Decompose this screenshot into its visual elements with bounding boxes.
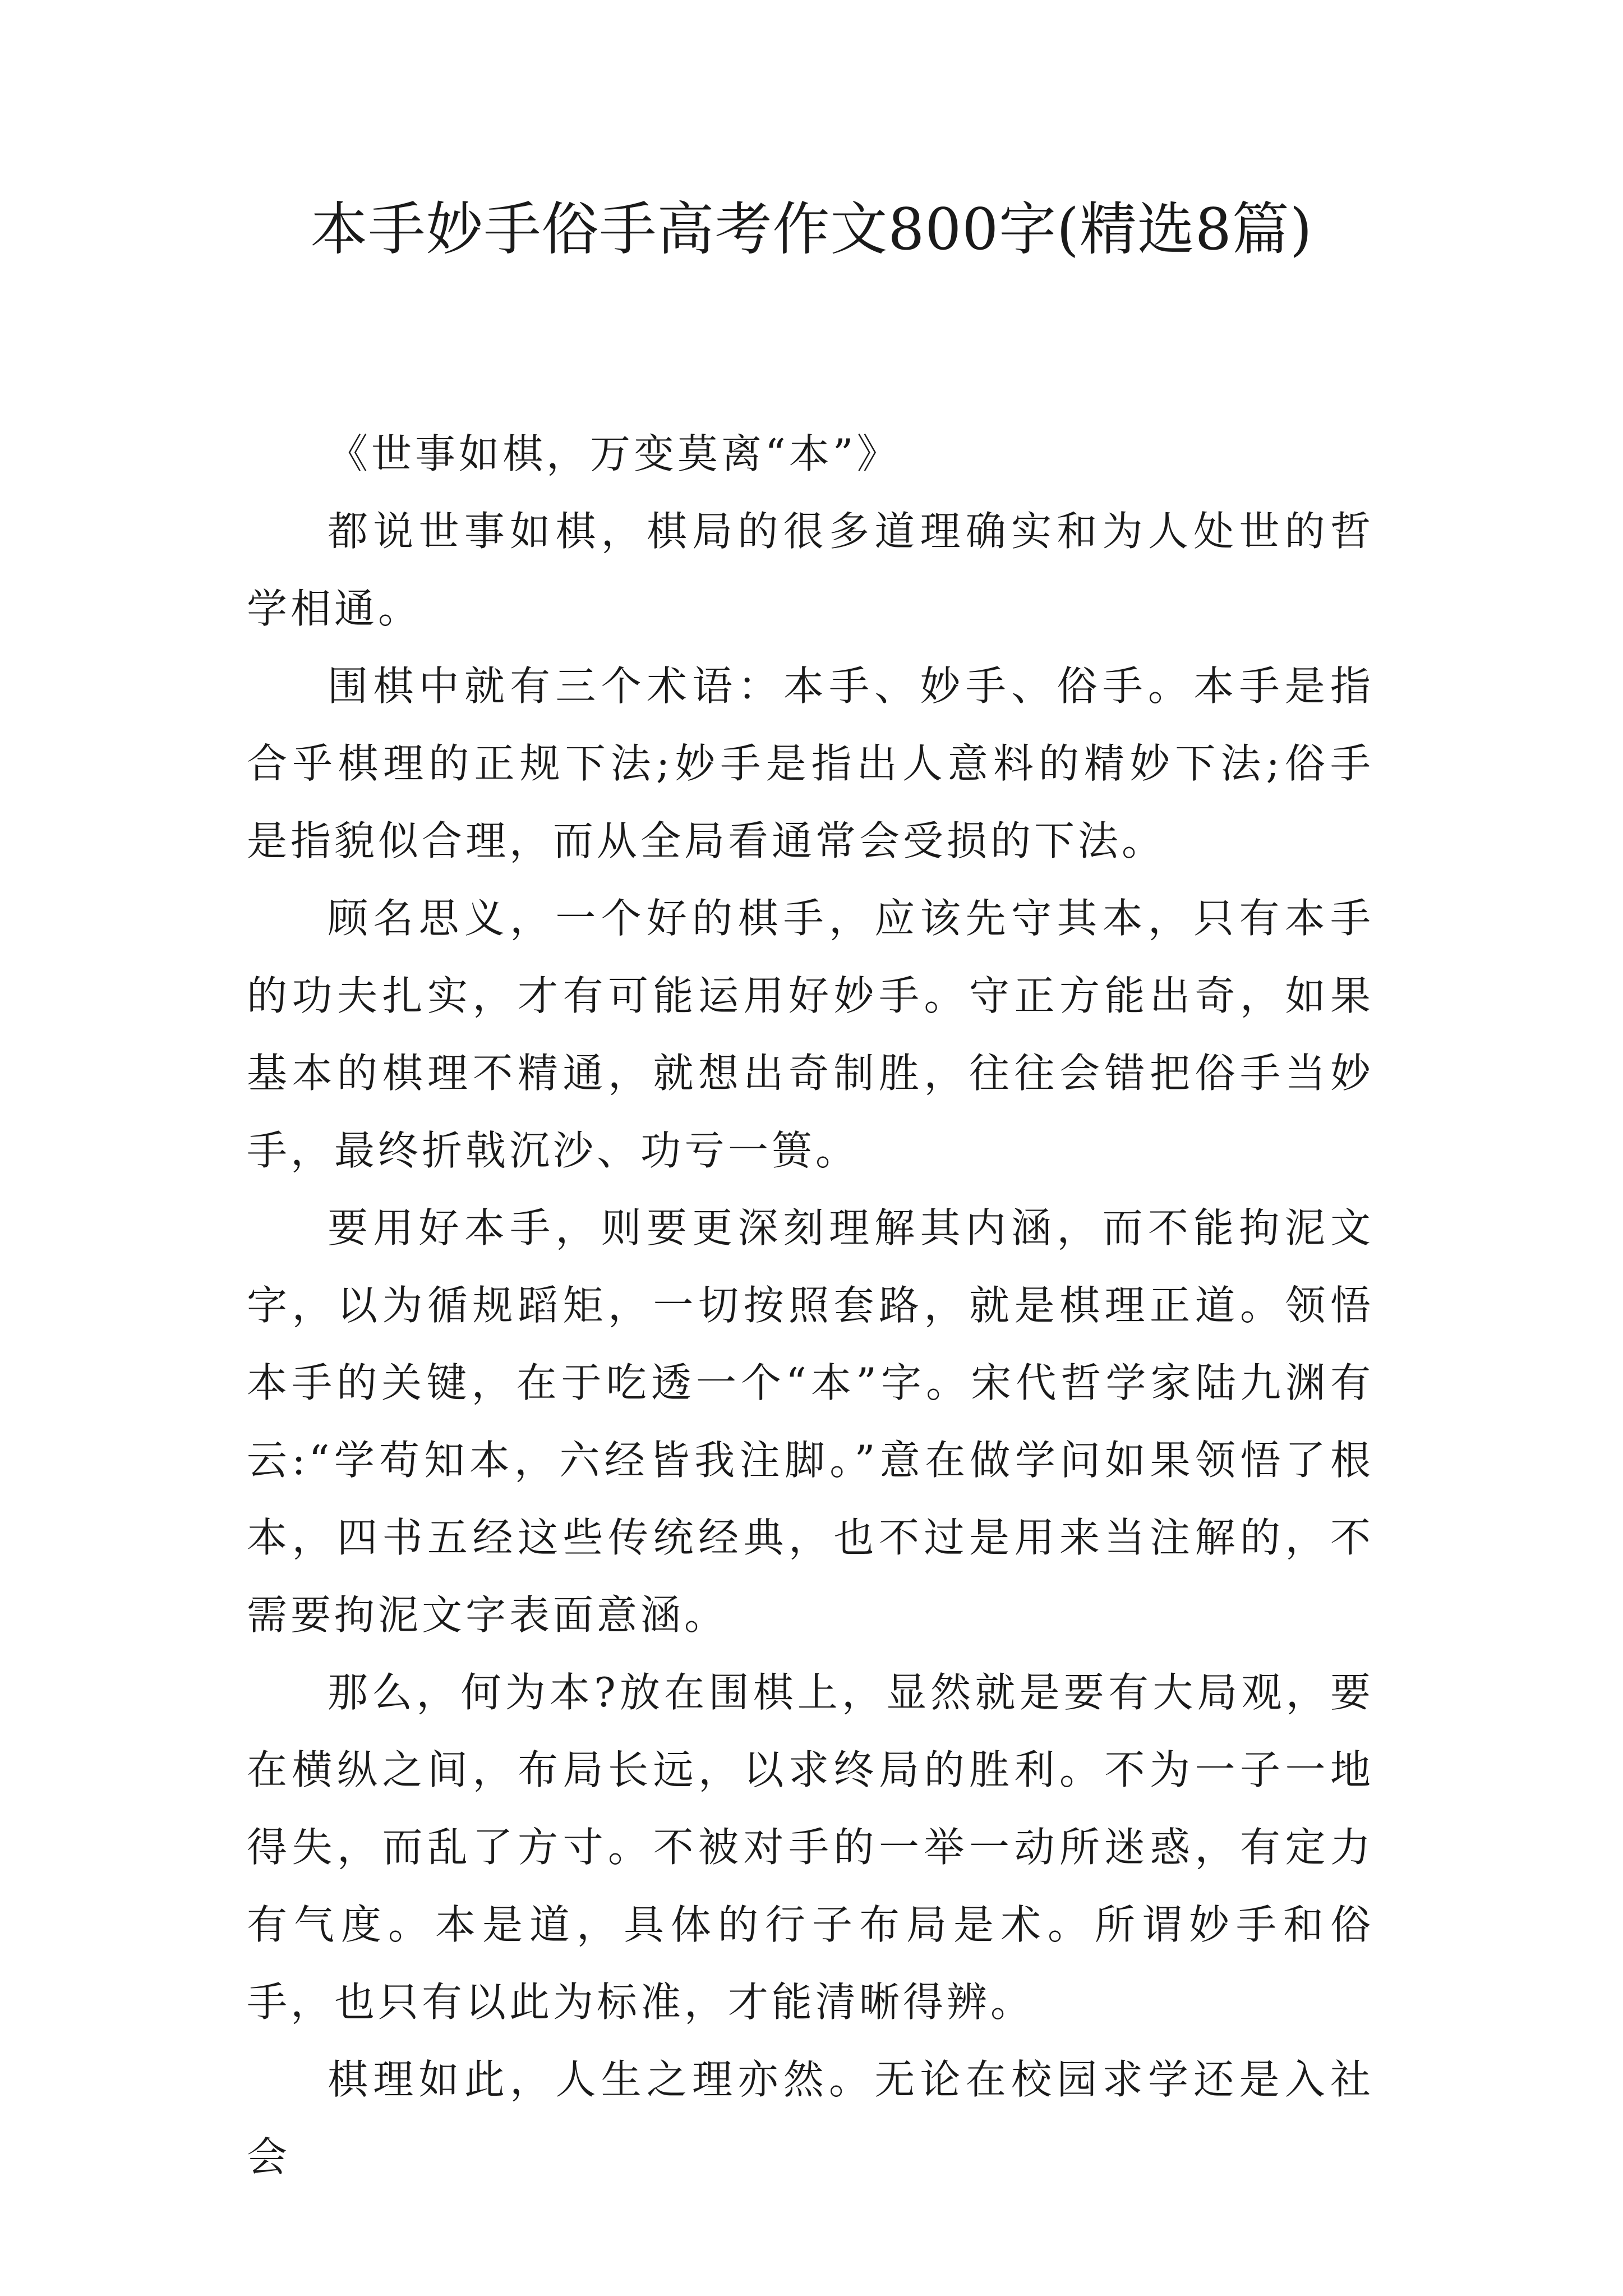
essay-subtitle: 《世事如棋，万变莫离“本”》 (328, 430, 901, 477)
paragraph: 都说世事如棋，棋局的很多道理确实和为人处世的哲学相通。 (247, 508, 1374, 632)
paragraph: 顾名思义，一个好的棋手，应该先守其本，只有本手的功夫扎实，才有可能运用好妙手。守正方能出奇，如果基本的棋理不精通，就想出奇制胜，往往会错把俗手当妙手，最终折戟沉沙、功亏一篑。 (247, 895, 1374, 1174)
paragraph: 围棋中就有三个术语：本手、妙手、俗手。本手是指合乎棋理的正规下法;妙手是指出人意料的精妙下法;俗手是指貌似合理，而从全局看通常会受损的下法。 (247, 662, 1374, 864)
document-body (247, 415, 1374, 2196)
document-title: 本手妙手俗手高考作文800字(精选8篇) (310, 196, 1313, 263)
paragraph: 那么，何为本?放在围棋上，显然就是要有大局观，要在横纵之间，布局长远，以求终局的胜利。不为一子一地得失，而乱了方寸。不被对手的一举一动所迷惑，有定力有气度。本是道，具体的行子布局是术。所谓妙手和俗手，也只有以此为标准，才能清晰得辨。 (247, 1669, 1374, 2026)
paragraph: 要用好本手，则要更深刻理解其内涵，而不能拘泥文字，以为循规蹈矩，一切按照套路，就是棋理正道。领悟本手的关键，在于吃透一个“本”字。宋代哲学家陆九渊有云:“学苟知本，六经皆我注脚。”意在做学问如果领悟了根本，四书五经这些传统经典，也不过是用来当注解的，不需要拘泥文字表面意涵。 (247, 1204, 1374, 1639)
paragraph: 棋理如此，人生之理亦然。无论在校园求学还是入社会 (247, 2056, 1374, 2180)
